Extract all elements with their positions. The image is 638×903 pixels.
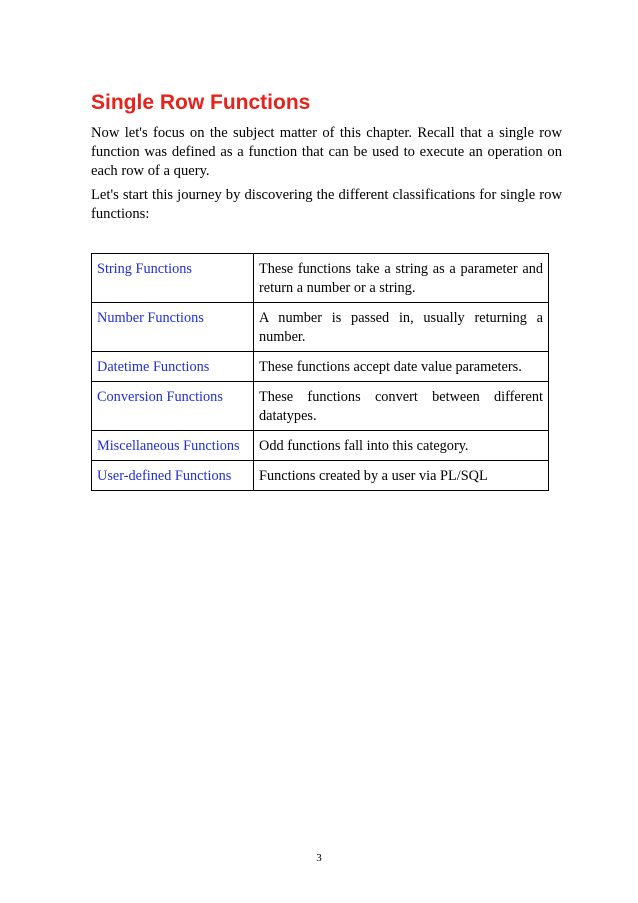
function-classification-table xyxy=(91,253,549,491)
function-category-name: User-defined Functions xyxy=(92,461,254,491)
table-row xyxy=(92,303,549,352)
section-heading: Single Row Functions xyxy=(91,91,311,114)
function-category-description: These functions convert between different datatypes. xyxy=(254,382,549,431)
function-category-description: These functions take a string as a parameter and return a number or a string. xyxy=(254,254,549,303)
function-category-name: String Functions xyxy=(92,254,254,303)
function-category-name: Conversion Functions xyxy=(92,382,254,431)
function-category-name: Number Functions xyxy=(92,303,254,352)
table-row xyxy=(92,352,549,382)
function-category-name: Datetime Functions xyxy=(92,352,254,382)
table-row xyxy=(92,461,549,491)
table-row xyxy=(92,382,549,431)
function-category-name: Miscellaneous Functions xyxy=(92,431,254,461)
function-category-description: Odd functions fall into this category. xyxy=(254,431,549,461)
intro-paragraph: Now let's focus on the subject matter of this chapter. Recall that a single row function was defined as a function that can be used to execute an operation on each row of a query. xyxy=(91,125,562,179)
function-category-description: Functions created by a user via PL/SQL xyxy=(254,461,549,491)
table-row xyxy=(92,254,549,303)
function-category-description: These functions accept date value parameters. xyxy=(254,352,549,382)
classification-paragraph: Let's start this journey by discovering the different classifications for single row functions: xyxy=(91,187,562,222)
page-number: 3 xyxy=(316,852,322,864)
function-category-description: A number is passed in, usually returning a number. xyxy=(254,303,549,352)
table-row xyxy=(92,431,549,461)
